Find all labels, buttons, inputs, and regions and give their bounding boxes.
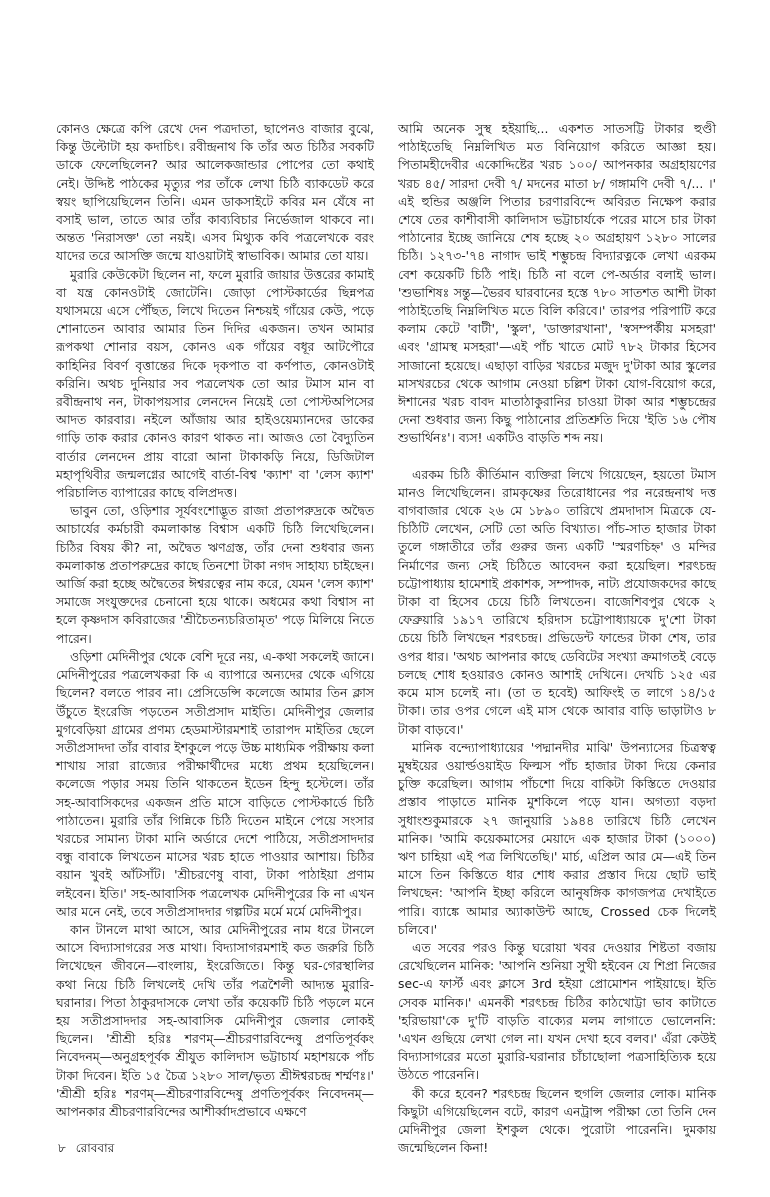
paragraph: মুরারি কেউকেটা ছিলেন না, ফলে মুরারি জায়ার উত্তরের কামাই বা যন্ত্র কোনওটাই জোটেনি। জোড়া পোস্টকার্ডের ছিন্নপত্র যথাসময়ে এসে পৌঁছত, লিখে দিতেন নিশ্চয়ই গাঁয়ের কেউ, পড়ে শোনাতেন আবার আমার তিন দিদির একজন। তখন আমার রূপকথা শোনার বয়স, কোনও এক গাঁয়ের বধূর আটপৌরে কাহিনির বিবর্ণ বৃত্তান্তের দিকে দৃকপাত বা কর্ণপাত, কোনওটাই করিনি। অথচ দুনিয়ার সব পত্রলেখক তো আর টমাস মান বা রবীন্দ্রনাথ নন, টাকাপয়সার লেনদেন নিয়েই তো পোস্টঅপিসের আদত কারবার। নইলে আঁজায় আর হাইওয়েম্যানদের ডাকের গাড়ি তাক করার কোনও কারণ থাকত না। আজও তো বৈদ্যুতিন বার্তার লেনদেন প্রায় বারো আনা টাকাকড়ি নিয়ে, ডিজিটাল মহাপৃথিবীর জন্মলগ্নের আগেই বার্তা-বিশ্ব 'ক্যাশ' বা 'লেস ক্যাশ' পরিচালিত ব্যাপারের কাছে বলিপ্রদত্ত। <box>56 266 374 501</box>
paragraph: এরকম চিঠি কীর্তিমান ব্যক্তিরা লিখে গিয়েছেন, হয়তো টমাস মানও লিখেছিলেন। রামকৃষ্ণের তিরোধানের পর নরেন্দ্রনাথ দত্ত বাগবাজার থেকে ২৬ মে ১৮৯০ তারিখে প্রমদাদাস মিত্রকে যে-চিঠিটি লেখেন, সেটি তো অতি বিখ্যাত। পাঁচ-সাত হাজার টাকা তুলে গঙ্গাতীরে তাঁর গুরুর জন্য একটি 'স্মরণচিহ্ন' ও মন্দির নির্মাণের জন্য সেই চিঠিতে আবেদন করা হয়েছিল। শরৎচন্দ্র চট্টোপাধ্যায় হামেশাই প্রকাশক, সম্পাদক, নাট্য প্রযোজকদের কাছে টাকা বা হিসেব চেয়ে চিঠি লিখতেন। বাজেশিবপুর থেকে ২ ফেব্রুয়ারি ১৯১৭ তারিখে হরিদাস চট্টোপাধ্যায়কে দু'শো টাকা চেয়ে চিঠি লিখছেন শরৎচন্দ্র। প্রভিডেন্ট ফান্ডের টাকা শেষ, তার ওপর ধার। 'অথচ আপনার কাছে ডেবিটের সংখ্যা ক্রমাগতই বেড়ে চলছে শোধ হওয়ারও কোনও আশাই দেখিনে। দেখচি ১২৫ এর কমে মাস চলেই না। (তা ত হবেই) আফিংই ত লাগে ১৪/১৫ টাকা। তার ওপর গেলে এই মাস থেকে আবার বাড়ি ভাড়াটাও ৮ টাকা বাড়বে।' <box>398 466 716 737</box>
paragraph: এত সবের পরও কিন্তু ঘরোয়া খবর দেওয়ার শিষ্টতা বজায় রেখেছিলেন মানিক: 'আপনি শুনিয়া সুখী হইবেন যে শিপ্রা নিজের sec-এ ফার্স্ট এবং ক্লাসে 3rd হইয়া প্রোমোশন পাইয়াছে। ইতি সেবক মানিক।' এমনকী শরৎচন্দ্র চিঠির কাঠখোট্টা ভাব কাটাতে 'হরিভায়া'কে দু'টি বাড়তি বাক্যের মলম লাগাতে ভোলেননি: 'এখন গুছিয়ে লেখা গেল না। যখন দেখা হবে বলব।' এঁরা কেউই বিদ্যাসাগরের মতো মুরারি-ঘরানার চাঁচাছোলা পত্রসাহিত্যিক হয়ে উঠতে পারেননি। <box>398 939 716 1083</box>
page-footer <box>58 1140 114 1160</box>
page-number: ৮ <box>58 1141 66 1155</box>
paragraph: আমি অনেক সুস্থ হইয়াছি... একশত সাতসট্টি টাকার হুণ্ডী পাঠাইতেছি নিম্নলিখিত মত বিনিয়োগ করিতে আজ্ঞা হয়। পিতামহীদেবীর একোদ্দিষ্টের খরচ ১০০/ আপনকার অগ্রহায়ণের খরচ ৪৫/ সারদা দেবী ৭/ মদনের মাতা ৮/ গঙ্গামণি দেবী ৭/... ।' এই হুন্ডির অঞ্জলি পিতার চরণারবিন্দে অবিরত নিক্ষেপ করার শেষে তের কাশীবাসী কালিদাস ভট্টাচার্যকে পরের মাসে চার টাকা পাঠানোর ইচ্ছে জানিয়ে শেষ হচ্ছে ২০ অগ্রহায়ণ ১২৮০ সালের চিঠি। ১২৭৩-'৭৪ নাগাদ ভাই শম্ভুচন্দ্র বিদ্যারত্নকে লেখা এরকম বেশ কয়েকটি চিঠি পাই। চিঠি না বলে পে-অর্ডার বলাই ভাল। 'শুভাশিষঃ সন্তু—ভৈরব ঘারবানের হস্তে ৭৮০ সাতশত আশী টাকা পাঠাইতেছি নিম্নলিখিত মতে বিলি করিবে।' তারপর পরিপাটি করে কলাম কেটে 'বাটী', 'স্কুল', 'ডাক্তারখানা', 'স্বসম্পর্কীয় মসহরা' এবং 'গ্রামস্থ মসহরা'—এই পাঁচ খাতে মোট ৭৮২ টাকার হিসেব সাজানো হয়েছে। এছাড়া বাড়ির খরচের মজুদ দু'টাকা আর স্কুলের মাসখরচের থেকে আগাম নেওয়া চল্লিশ টাকা যোগ-বিয়োগ করে, ঈশানের খরচ বাবদ মাতাঠাকুরানির চাওয়া টাকা আর শম্ভুচন্দ্রের দেনা শুধবার জন্য কিছু পাঠানোর প্রতিশ্রুতি দিয়ে 'ইতি ১৬ পৌষ শুভার্থিনঃ'। ব্যস! একটিও বাড়তি শব্দ নয়। <box>398 121 716 446</box>
paragraph: মানিক বন্দ্যোপাধ্যায়ের 'পদ্মানদীর মাঝি' উপন্যাসের চিত্রস্বত্ব মুম্বইয়ের ওয়ার্ল্ডওয়াইড ফিল্মস পাঁচ হাজার টাকা দিয়ে কেনার চুক্তি করেছিল। আগাম পাঁচশো দিয়ে বাকিটা কিস্তিতে দেওয়ার প্রস্তাব পাড়াতে মানিক মুশকিলে পড়ে যান। অগত্যা বড়দা সুধাংশুকুমারকে ২৭ জানুয়ারি ১৯৪৪ তারিখে চিঠি লেখেন মানিক। 'আমি কয়েকমাসের মেয়াদে এক হাজার টাকা (১০০০) ঋণ চাহিয়া এই পত্র লিখিতেছি।' মার্চ, এপ্রিল আর মে—এই তিন মাসে তিন কিস্তিতে ধার শোধ করার প্রস্তাব দিয়ে ছোট ভাই লিখছেন: 'আপনি ইচ্ছা করিলে আনুষঙ্গিক কাগজপত্র দেখাইতে পারি। ব্যাঙ্কে আমার অ্যাকাউন্ট আছে, Crossed চেক দিলেই চলিবে।' <box>398 739 716 937</box>
paragraph: কী করে হবেন? শরৎচন্দ্র ছিলেন হুগলি জেলার লোক। মানিক কিছুটা এগিয়েছিলেন বটে, কারণ এনট্রান্স পরীক্ষা তো তিনি দেন মেদিনীপুর জেলা ইশকুল থেকে। পুরোটা পারেননি। দুমকায় জন্মেছিলেন কিনা! <box>398 1085 716 1156</box>
left-column <box>56 120 374 1121</box>
right-column <box>398 120 716 1157</box>
paragraph: কোনও ক্ষেত্রে কপি রেখে দেন পত্রদাতা, ছাপেনও বাজার বুঝে, কিন্তু উল্টোটা হয় কদাচিৎ। রবীন্দ্রনাথ কি তাঁর অত চিঠির সবকটি ডাকে ফেলেছিলেন? আর আলেকজান্ডার পোপের তো কথাই নেই। উদ্দিষ্ট পাঠকের মৃত্যুর পর তাঁকে লেখা চিঠি ব্যাকডেট করে স্বয়ং ছাপিয়েছিলেন তিনি। এমন ডাকসাইটে কবির মন যেঁষে না বসাই ভাল, তাতে আর তাঁর কাব্যবিচার নির্ভেজাল থাকবে না। অন্তত 'নিরাসক্ত' তো নয়ই। এসব মিথ্যুক কবি পত্রলেখকে বরং যাদের তরে আসক্তি জন্মে যাওয়াটাই স্বাভাবিক। আমার তো যায়। <box>56 121 374 264</box>
section-name: রোববার <box>75 1141 115 1155</box>
paragraph: ওড়িশা মেদিনীপুর থেকে বেশি দূরে নয়, এ-কথা সকলেই জানে। মেদিনীপুরের পত্রলেখকরা কি এ ব্যাপারে অন্যদের থেকে এগিয়ে ছিলেন? বলতে পারব না। প্রেসিডেন্সি কলেজে আমার তিন ক্লাস উঁচুতে ইংরেজি পড়তেন সতীপ্রসাদ মাইতি। মেদিনীপুর জেলার মুগবেড়িয়া গ্রামের প্রণম্য হেডমাস্টারমশাই তারাপদ মাইতির ছেলে সতীপ্রসাদদা তাঁর বাবার ইশকুলে পড়ে উচ্চ মাধ্যমিক পরীক্ষায় কলা শাখায় সারা রাজ্যের পরীক্ষার্থীদের মধ্যে প্রথম হয়েছিলেন। কলেজে পড়ার সময় তিনি থাকতেন ইডেন হিন্দু হস্টেলে। তাঁর সহ-আবাসিকদের একজন প্রতি মাসে বাড়িতে পোস্টকার্ডে চিঠি পাঠাতেন। মুরারি তাঁর গিন্নিকে চিঠি দিতেন মাইনে পেয়ে সংসার খরচের সামান্য টাকা মানি অর্ডারে দেশে পাঠিয়ে, সতীপ্রসাদদার বন্ধু বাবাকে লিখতেন মাসের খরচ হাতে পাওয়ার আশায়। চিঠির বয়ান খুবই আঁটসাঁট। 'শ্রীচরণেষু বাবা, টাকা পাঠাইয়া প্রণাম লইবেন। ইতি।' সহ-আবাসিক পত্রলেখক মেদিনীপুরের কি না এখন আর মনে নেই, তবে সতীপ্রসাদদার গল্পটির মর্মে মর্মে মেদিনীপুর। <box>56 648 374 919</box>
paragraph: কান টানলে মাথা আসে, আর মেদিনীপুরের নাম ধরে টানলে আসে বিদ্যাসাগরের সত্ত মাথা। বিদ্যাসাগরমশাই কত জরুরি চিঠি লিখেছেন জীবনে—বাংলায়, ইংরেজিতে। কিন্তু ঘর-গেরস্থালির কথা নিয়ে চিঠি লিখলেই দেখি তাঁর পত্রশৈলী আদ্যন্ত মুরারি-ঘরানার। পিতা ঠাকুরদাসকে লেখা তাঁর কয়েকটি চিঠি পড়লে মনে হয় সতীপ্রসাদদার সহ-আবাসিক মেদিনীপুর জেলার লোকই ছিলেন। 'শ্রীশ্রী হরিঃ শরণম্—শ্রীচরণারবিন্দেষু প্রণতিপূর্বকং নিবেদনম্—অনুগ্রহপূর্বক শ্রীযুত কালিদাস ভট্টাচার্য মহাশয়কে পাঁচ টাকা দিবেন। ইতি ১৫ চৈত্র ১২৮০ সাল/ভৃত্য শ্রীঈশ্বরচন্দ্র শর্ম্মণঃ।' 'শ্রীশ্রী হরিঃ শরণম্—শ্রীচরণারবিন্দেষু প্রণতিপূর্বকং নিবেদনম্—আপনকার শ্রীচরণারবিন্দের আশীর্ব্বাদপ্রভাবে এক্ষণে <box>56 921 374 1119</box>
paragraph: ভাবুন তো, ওড়িশার সূর্যবংশোদ্ভূত রাজা প্রতাপরুদ্রকে অদ্বৈত আচার্যের কর্মচারী কমলাকান্ত বিশ্বাস একটি চিঠি লিখেছিলেন। চিঠির বিষয় কী? না, অদ্বৈত ঋণগ্রস্ত, তাঁর দেনা শুধবার জন্য কমলাকান্ত প্রতাপরুদ্রের কাছে তিনশো টাকা নগদ সাহায্য চাইছেন। আর্জি করা হচ্ছে অদ্বৈতের ঈশ্বরত্বের নাম করে, যেমন 'লেস ক্যাশ' সমাজে সংযুক্তদের চেনানো হয়ে থাকে। অধমের কথা বিশ্বাস না হলে কৃষ্ণদাস কবিরাজের 'শ্রীচৈতন্যচরিতামৃত' পড়ে মিলিয়ে নিতে পারেন। <box>56 503 374 646</box>
